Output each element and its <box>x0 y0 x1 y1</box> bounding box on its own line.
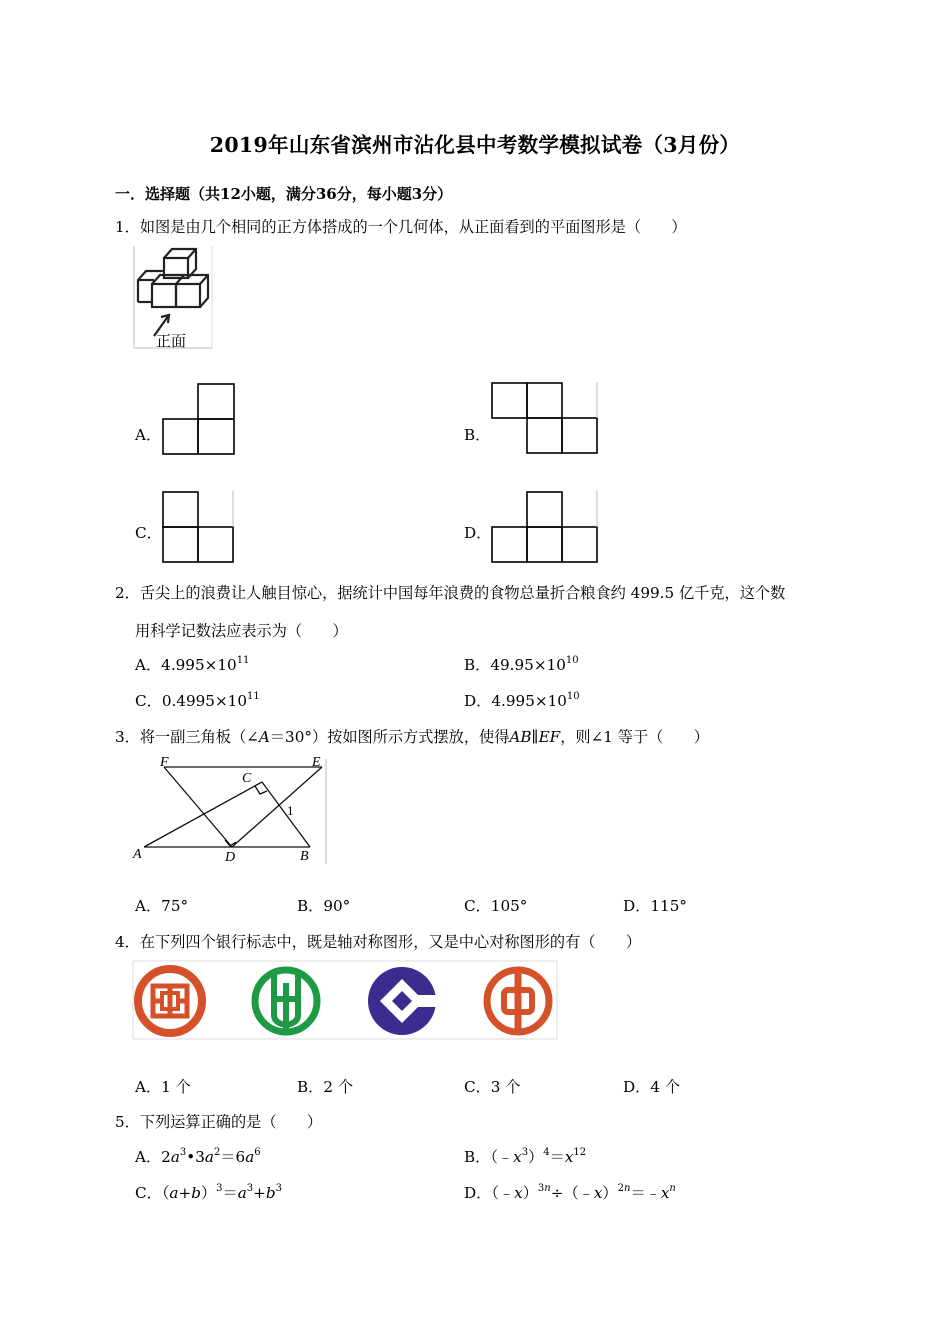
q1-option-a-label[interactable]: A． <box>135 426 162 444</box>
q1-option-d-label[interactable]: D． <box>464 524 492 542</box>
page-title: 2019年山东省滨州市沾化县中考数学模拟试卷（3月份） <box>209 133 741 157</box>
q2-option-d-exp: 10 <box>566 691 580 702</box>
q3-angle-1: 1 <box>287 803 294 818</box>
q3-point-c: C <box>242 771 252 786</box>
q3-stem-ab: AB <box>509 728 532 746</box>
bank-logo-1 <box>138 969 202 1033</box>
q2-option-a-label: A． <box>135 656 162 674</box>
q2-option-b[interactable] <box>464 654 579 675</box>
q2-option-a-base: 4.995×10 <box>161 656 237 674</box>
bank-logo-4 <box>487 969 549 1033</box>
q3-option-c[interactable]: C．105° <box>464 897 528 915</box>
q2-option-a-exp: 11 <box>236 655 250 666</box>
question-1-stem: 1．如图是由几个相同的正方体搭成的一个几何体，从正面看到的平面图形是（ ） <box>115 218 687 236</box>
q2-option-b-label: B． <box>464 656 491 674</box>
bank-logo-3 <box>368 967 440 1035</box>
q3-point-f: F <box>160 755 169 770</box>
q2-option-d[interactable] <box>464 690 580 711</box>
question-3-stem <box>115 726 709 747</box>
q3-point-e: E <box>312 755 321 770</box>
q2-option-d-base: 4.995×10 <box>491 692 567 710</box>
q1-option-b-figure <box>491 382 599 455</box>
q3-stem-pre: 3．将一副三角板（∠ <box>115 728 259 746</box>
q3-point-d: D <box>225 850 236 865</box>
q3-stem-mid: ＝30°）按如图所示方式摆放，使得 <box>269 728 510 746</box>
q2-option-a[interactable] <box>135 654 249 675</box>
q3-point-b: B <box>300 849 309 864</box>
q4-option-c[interactable]: C．3 个 <box>464 1078 521 1096</box>
q4-option-d[interactable]: D．4 个 <box>623 1078 681 1096</box>
q3-stem-post: ，则∠1 等于（ ） <box>560 728 709 746</box>
q5-option-c[interactable]: C．$(a+b)^3=a^3+b^3$ <box>135 1183 282 1202</box>
q2-option-c-base: 0.4995×10 <box>161 692 248 710</box>
q3-stem-ef: EF <box>538 728 561 746</box>
q4-option-a[interactable]: A．1 个 <box>135 1078 191 1096</box>
q1-option-c-figure <box>162 491 236 564</box>
q3-option-a[interactable]: A．75° <box>135 897 189 915</box>
question-2-stem-line2: 用科学记数法应表示为（ ） <box>135 622 348 640</box>
q3-option-b[interactable]: B．90° <box>297 897 351 915</box>
q5-option-b[interactable]: B．$(﹣x^3)^4=x^{12}$ <box>464 1147 587 1166</box>
q3-stem-angle-a: A <box>258 728 270 746</box>
q2-option-c[interactable] <box>135 690 260 711</box>
q3-triangle-figure <box>132 754 332 866</box>
q2-option-b-base: 49.95×10 <box>490 656 566 674</box>
q1-option-a-figure <box>162 383 236 455</box>
bank-logo-2 <box>255 970 317 1032</box>
q2-option-c-label: C． <box>135 692 162 710</box>
question-2-stem-line1: 2．舌尖上的浪费让人触目惊心，据统计中国每年浪费的食物总量折合粮食约 499.5 亿千克，这个数 <box>115 584 786 602</box>
q4-bank-logos <box>132 960 560 1042</box>
q2-option-d-label: D． <box>464 692 492 710</box>
q5-option-a[interactable]: A．$2a^3•3a^2=6a^6$ <box>135 1147 261 1166</box>
question-5-stem: 5．下列运算正确的是（ ） <box>115 1113 323 1131</box>
q2-option-b-exp: 10 <box>565 655 579 666</box>
q1-figure-label: 正面 <box>156 332 187 350</box>
q3-point-a: A <box>133 847 142 862</box>
q1-option-b-label[interactable]: B． <box>464 426 491 444</box>
question-4-stem: 4．在下列四个银行标志中，既是轴对称图形，又是中心对称图形的有（ ） <box>115 933 642 951</box>
q5-option-d[interactable]: D．$(﹣x)^{3n}\div(﹣x)^{2n}=﹣x^n$ <box>464 1183 676 1202</box>
q2-option-c-exp: 11 <box>247 691 260 702</box>
q1-option-c-label[interactable]: C． <box>135 524 162 542</box>
q4-option-b[interactable]: B．2 个 <box>297 1078 354 1096</box>
q1-option-d-figure <box>491 491 599 564</box>
q3-option-d[interactable]: D．115° <box>623 897 687 915</box>
section-heading: 一．选择题（共12小题，满分36分，每小题3分） <box>115 185 453 203</box>
q3-stem-parallel: ∥ <box>531 728 539 746</box>
